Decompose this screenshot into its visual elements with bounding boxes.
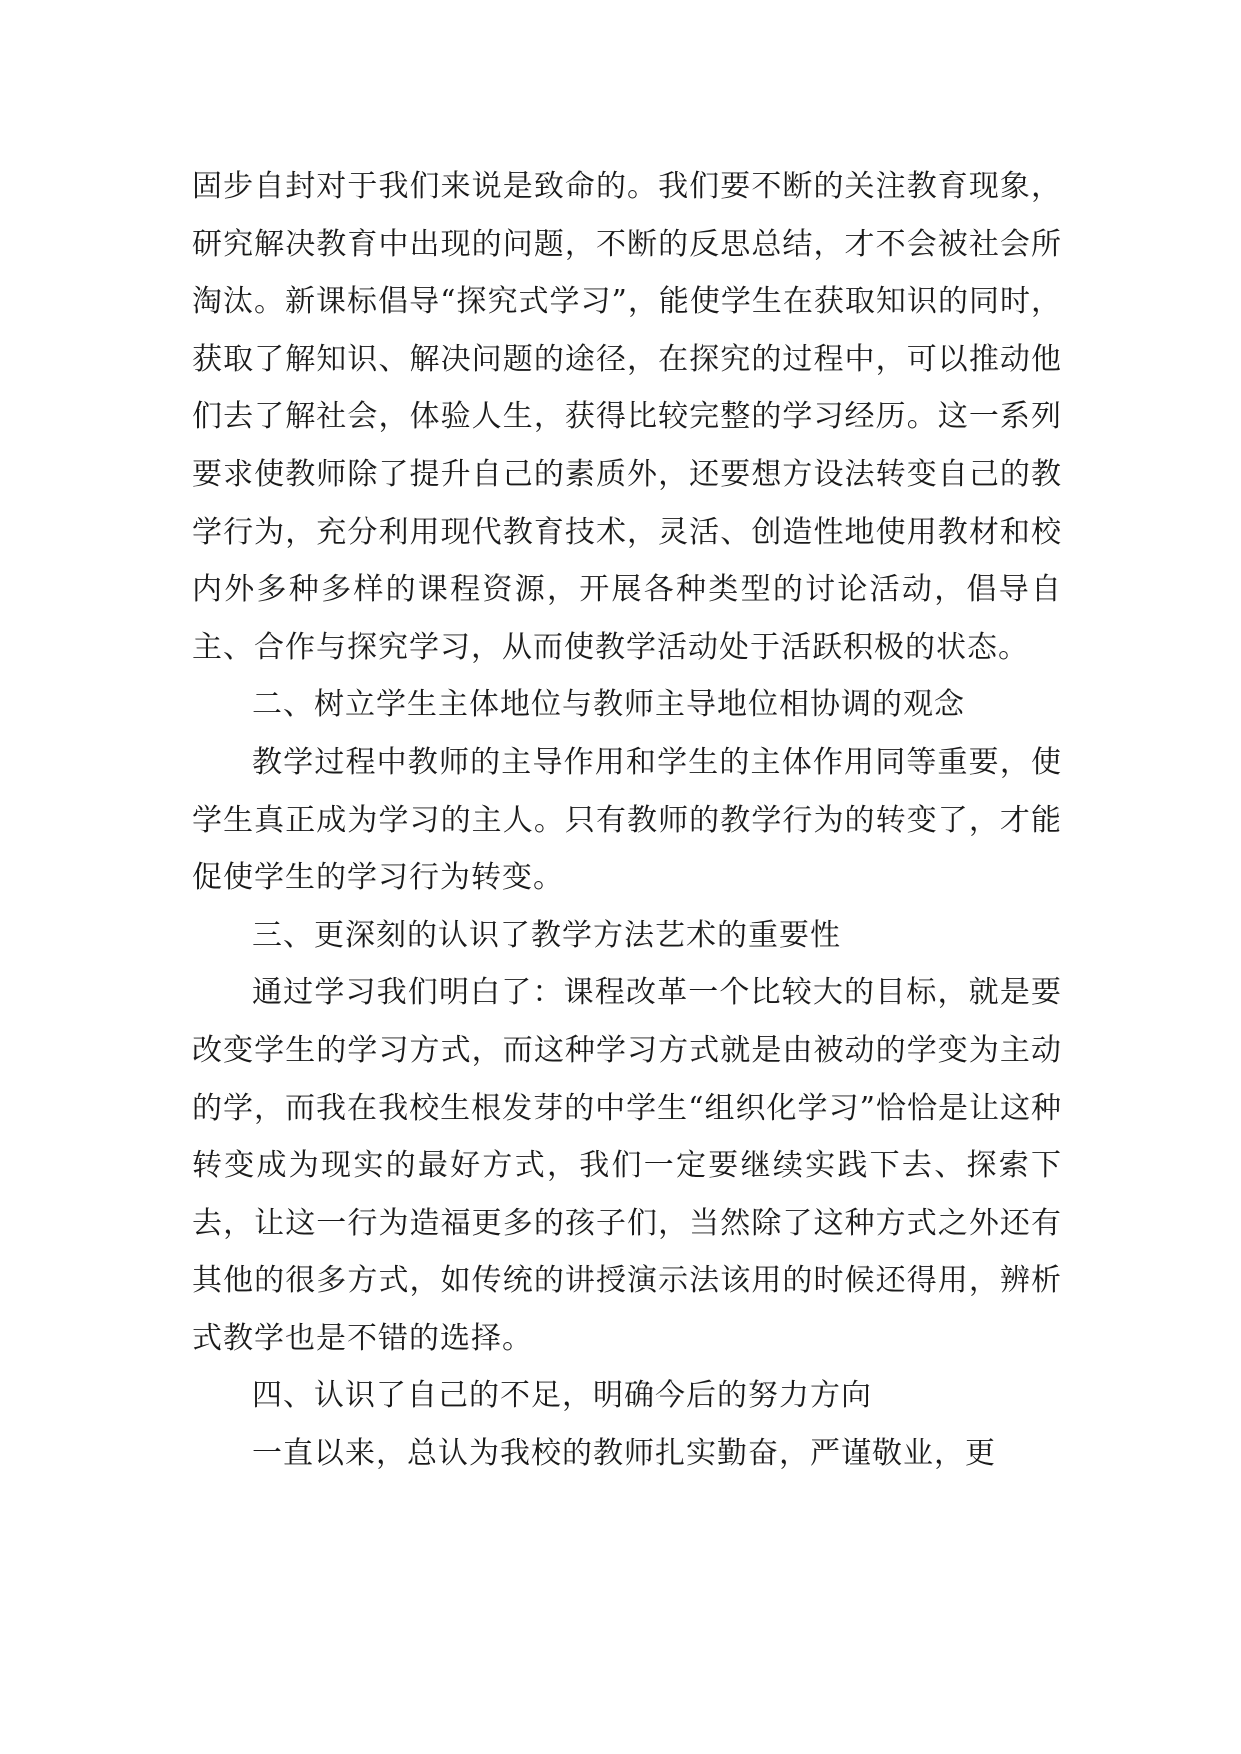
section-heading-4: 四、认识了自己的不足，明确今后的努力方向 xyxy=(252,1378,872,1414)
paragraph-1: 固步自封对于我们来说是致命的。我们要不断的关注教育现象，研究解决教育中出现的问题，不断的反思总结，才不会被社会所淘汰。新课标倡导“探究式学习”，能使学生在获取知识的同时，获取了解知识、解决问题的途径，在探究的过程中，可以推动他们去了解社会，体验人生，获得比较完整的学习经历。这一系列要求使教师除了提升自己的素质外，还要想方设法转变自己的教学行为，充分利用现代教育技术，灵活、创造性地使用教材和校内外多种多样的课程资源，开展各种类型的讨论活动，倡导自主、合作与探究学习，从而使教学活动处于活跃积极的状态。 xyxy=(192,169,1062,665)
document-body xyxy=(192,158,1062,1483)
section-heading-3: 三、更深刻的认识了教学方法艺术的重要性 xyxy=(252,917,841,953)
paragraph-2: 教学过程中教师的主导作用和学生的主体作用同等重要，使学生真正成为学习的主人。只有教师的教学行为的转变了，才能促使学生的学习行为转变。 xyxy=(192,744,1062,896)
paragraph-4: 一直以来，总认为我校的教师扎实勤奋，严谨敬业，更 xyxy=(252,1436,996,1472)
section-heading-2: 二、树立学生主体地位与教师主导地位相协调的观念 xyxy=(252,687,965,723)
paragraph-3: 通过学习我们明白了：课程改革一个比较大的目标，就是要改变学生的学习方式，而这种学习方式就是由被动的学变为主动的学，而我在我校生根发芽的中学生“组织化学习”恰恰是让这种转变成为现实的最好方式，我们一定要继续实践下去、探索下去，让这一行为造福更多的孩子们，当然除了这种方式之外还有其他的很多方式，如传统的讲授演示法该用的时候还得用，辨析式教学也是不错的选择。 xyxy=(192,975,1062,1356)
